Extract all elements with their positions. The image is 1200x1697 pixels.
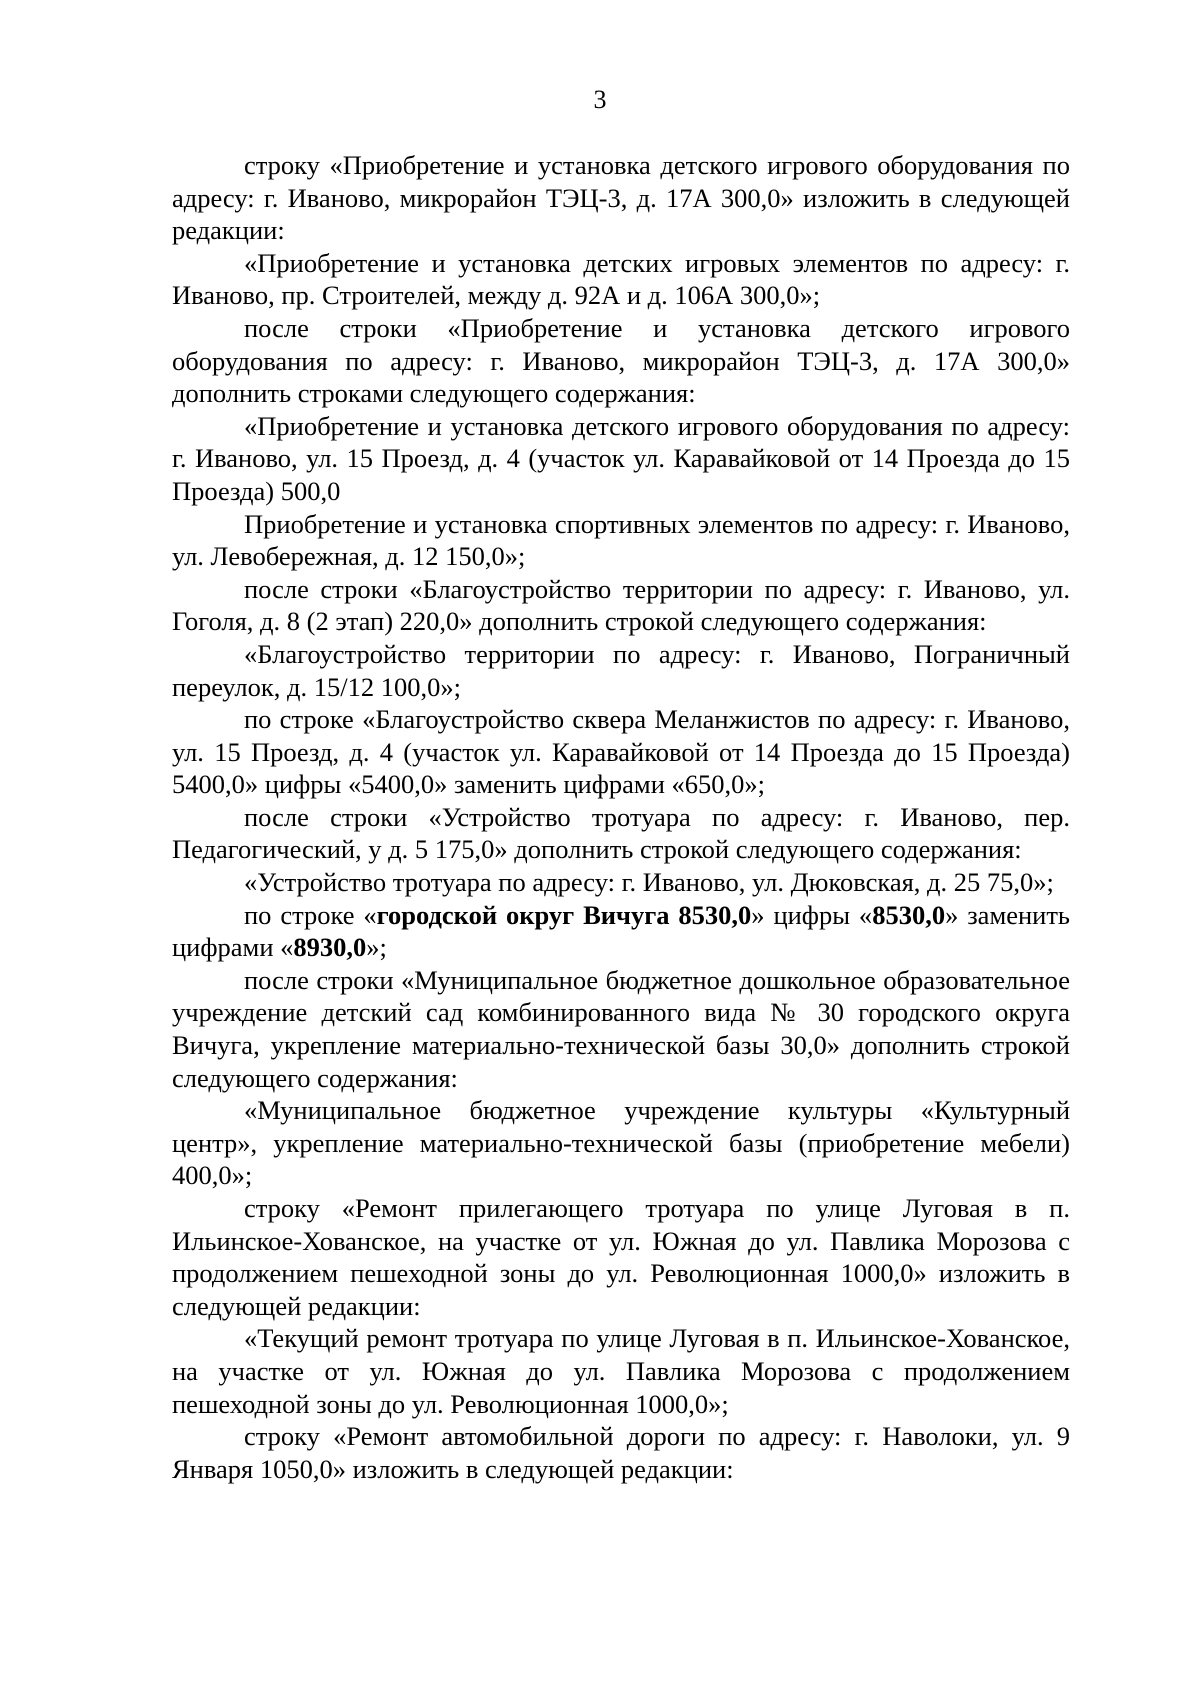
amendment-text: » заменить цифрами « xyxy=(172,899,1071,963)
amendment-bold-text: 8930,0 xyxy=(293,932,367,963)
paragraph: «Приобретение и установка детских игровых элементов по адресу: г. Иваново, пр. Строителей, между д. 92А и д. 106А 300,0»; xyxy=(172,247,1070,311)
amendment-text: по строке « xyxy=(244,899,377,930)
paragraph: «Муниципальное бюджетное учреждение культуры «Культурный центр», укрепление материально-технической базы (приобретение мебели) 400,0»; xyxy=(172,1095,1070,1191)
paragraph: по строке «Благоустройство сквера Меланжистов по адресу: г. Иваново, ул. 15 Проезд, д. 4 (участок ул. Каравайковой от 14 Проезда до 15 Проезда) 5400,0» цифры «5400,0» заменить цифрами «650,0»; xyxy=(172,704,1070,800)
paragraph-vichuga-amendment xyxy=(172,899,1070,964)
paragraph: «Текущий ремонт тротуара по улице Луговая в п. Ильинское-Хованское, на участке от ул. Южная до ул. Павлика Морозова с продолжением пешеходной зоны до ул. Революционная 1000,0»; xyxy=(172,1323,1070,1419)
page-number: 3 xyxy=(593,85,607,114)
amendment-bold-text: городской округ Вичуга 8530,0 xyxy=(376,899,752,930)
amendment-text: »; xyxy=(366,932,387,963)
paragraph: после строки «Приобретение и установка детского игрового оборудования по адресу: г. Иваново, микрорайон ТЭЦ-3, д. 17А 300,0» дополнить строками следующего содержания: xyxy=(172,312,1070,409)
amendment-text: » цифры « xyxy=(751,899,873,930)
paragraph: строку «Ремонт прилегающего тротуара по улице Луговая в п. Ильинское-Хованское, на участке от ул. Южная до ул. Павлика Морозова с продолжением пешеходной зоны до ул. Революционная 1000,0» изложить в следующей редакции: xyxy=(172,1193,1070,1321)
paragraph: строку «Приобретение и установка детского игрового оборудования по адресу: г. Иваново, микрорайон ТЭЦ-3, д. 17А 300,0» изложить в следующей редакции: xyxy=(172,150,1070,246)
amendment-bold-text: 8530,0 xyxy=(872,899,946,930)
paragraph: после строки «Благоустройство территории по адресу: г. Иваново, ул. Гоголя, д. 8 (2 этап) 220,0» дополнить строкой следующего содержания: xyxy=(172,573,1070,637)
paragraph: «Устройство тротуара по адресу: г. Иваново, ул. Дюковская, д. 25 75,0»; xyxy=(244,867,1054,898)
paragraph: строку «Ремонт автомобильной дороги по адресу: г. Наволоки, ул. 9 Января 1050,0» изложить в следующей редакции: xyxy=(172,1421,1070,1484)
document-body xyxy=(172,149,1070,1485)
paragraph: Приобретение и установка спортивных элементов по адресу: г. Иваново, ул. Левобережная, д. 12 150,0»; xyxy=(172,508,1070,572)
paragraph: «Благоустройство территории по адресу: г. Иваново, Пограничный переулок, д. 15/12 100,0»; xyxy=(172,638,1070,702)
paragraph: после строки «Муниципальное бюджетное дошкольное образовательное учреждение детский сад комбинированного вида № 30 городского округа Вичуга, укрепление материально-технической базы 30,0» дополнить строкой следующего содержания: xyxy=(172,964,1070,1093)
paragraph: «Приобретение и установка детского игрового оборудования по адресу: г. Иваново, ул. 15 Проезд, д. 4 (участок ул. Каравайковой от 14 Проезда до 15 Проезда) 500,0 xyxy=(172,410,1070,506)
paragraph: после строки «Устройство тротуара по адресу: г. Иваново, пер. Педагогический, у д. 5 175,0» дополнить строкой следующего содержания: xyxy=(172,801,1070,865)
